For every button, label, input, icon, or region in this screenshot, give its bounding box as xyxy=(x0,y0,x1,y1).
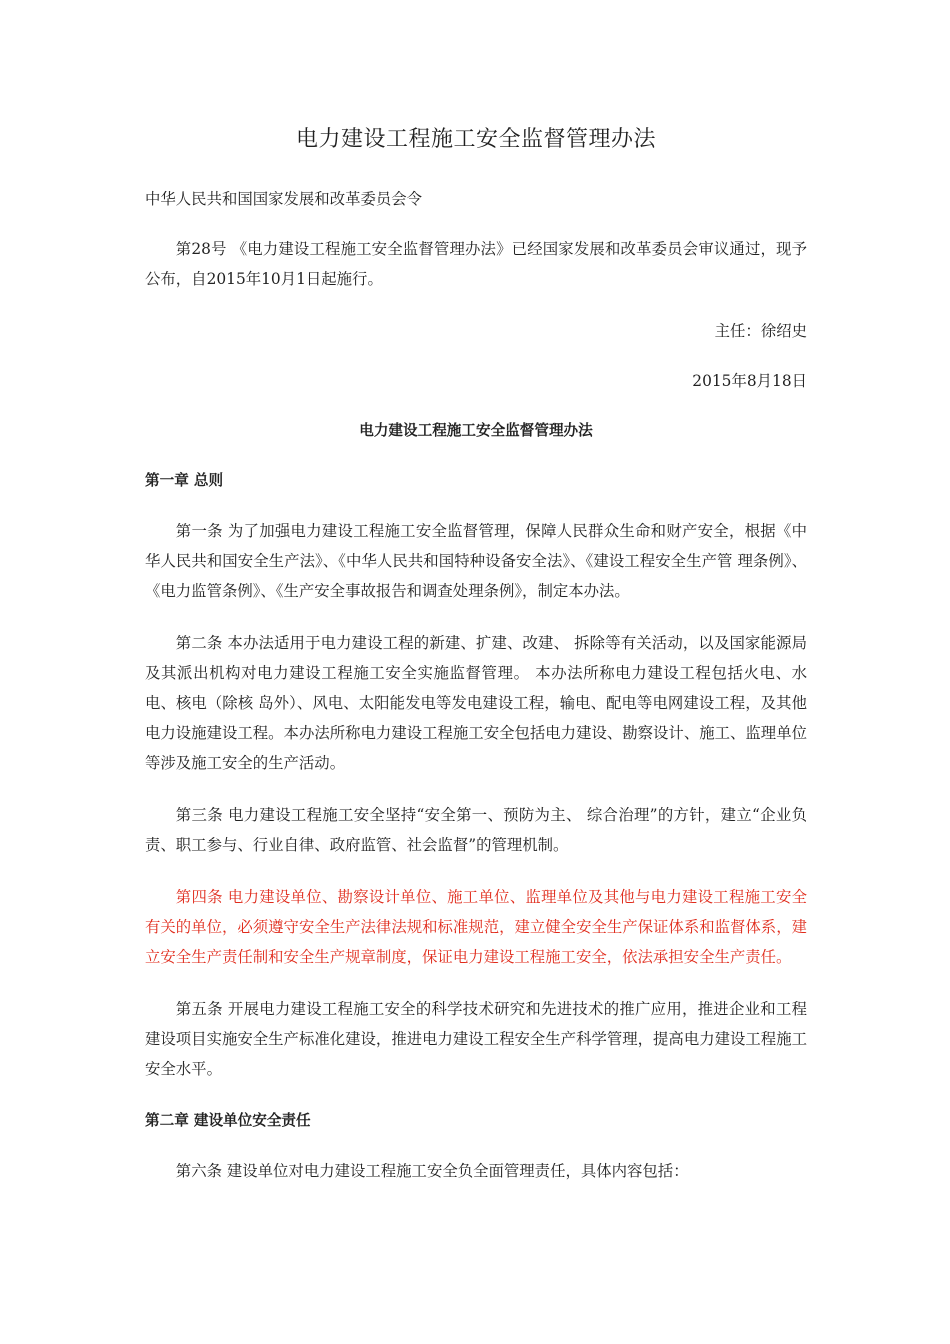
issue-date: 2015年8月18日 xyxy=(692,372,807,390)
signatory: 主任：徐绍史 xyxy=(714,322,807,340)
article-2: 第二条 本办法适用于电力建设工程的新建、扩建、改建、 拆除等有关活动，以及国家能源局及其派出机构对电力建设工程施工安全实施监督管理。 本办法所称电力建设工程包括火电、水电、核电（除核 岛外）、风电、太阳能发电等发电建设工程，输电、配电等电网建设工程，及其他电力设施建设工程。本办法所称电力建设工程施工安全包括电力建设、勘察设计、施工、监理单位等涉及施工安全的生产活动。 xyxy=(145,634,807,772)
document-title: 电力建设工程施工安全监督管理办法 xyxy=(295,127,656,152)
article-6: 第六条 建设单位对电力建设工程施工安全负全面管理责任，具体内容包括： xyxy=(175,1162,689,1180)
article-4-highlighted: 第四条 电力建设单位、勘察设计单位、施工单位、监理单位及其他与电力建设工程施工安全有关的单位，必须遵守安全生产法律法规和标准规范，建立健全安全生产保证体系和监督体系，建立安全生产责任制和安全生产规章制度，保证电力建设工程施工安全，依法承担安全生产责任。 xyxy=(145,888,807,966)
document-body xyxy=(145,118,807,1208)
chapter-heading: 第二章 建设单位安全责任 xyxy=(145,1112,311,1129)
document-subtitle: 电力建设工程施工安全监督管理办法 xyxy=(359,422,593,439)
article-3: 第三条 电力建设工程施工安全坚持“安全第一、预防为主、 综合治理”的方针，建立“企业负责、职工参与、行业自律、政府监管、社会监督”的管理机制。 xyxy=(145,806,807,854)
article-5: 第五条 开展电力建设工程施工安全的科学技术研究和先进技术的推广应用，推进企业和工程建设项目实施安全生产标准化建设，推进电力建设工程安全生产科学管理，提高电力建设工程施工安全水平。 xyxy=(145,1000,807,1078)
issuer-line: 中华人民共和国国家发展和改革委员会令 xyxy=(145,190,423,208)
article-1: 第一条 为了加强电力建设工程施工安全监督管理，保障人民群众生命和财产安全，根据《中华人民共和国安全生产法》、《中华人民共和国特种设备安全法》、《建设工程安全生产管 理条例》、《电力监管条例》、《生产安全事故报告和调查处理条例》，制定本办法。 xyxy=(145,522,807,600)
chapter-heading: 第一章 总则 xyxy=(145,472,224,489)
decree-paragraph: 第28号 《电力建设工程施工安全监督管理办法》已经国家发展和改革委员会审议通过，现予公布，自2015年10月1日起施行。 xyxy=(145,240,807,288)
